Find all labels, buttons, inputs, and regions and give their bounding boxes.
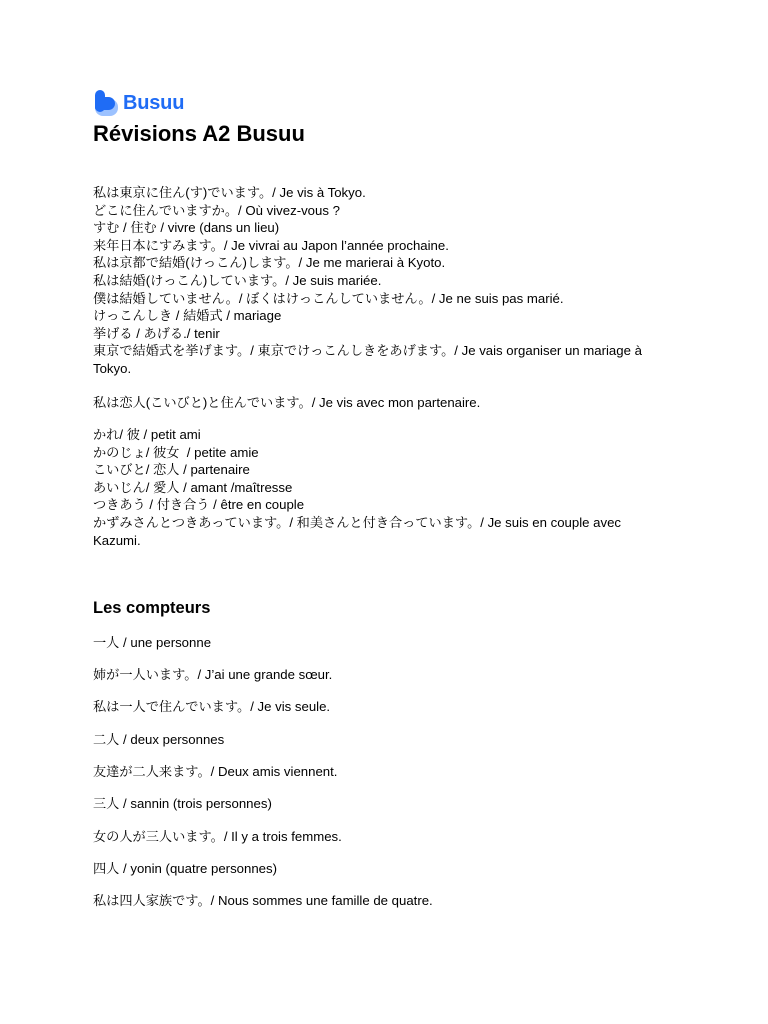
counter-line: 三人 / sannin (trois personnes) — [93, 796, 272, 811]
paragraph-3 — [93, 426, 683, 549]
busuu-logo — [94, 88, 184, 118]
text-line: 私は恋人(こいびと)と住んでいます。/ Je vis avec mon partenaire. — [93, 395, 481, 410]
counter-line: 一人 / une personne — [93, 635, 212, 650]
text-line: 来年日本にすみます。/ Je vivrai au Japon l’année prochaine. — [93, 237, 449, 253]
text-line: Tokyo. — [93, 360, 132, 376]
text-line: かのじょ/ 彼女 / petite amie — [93, 444, 259, 460]
counter-line: 私は四人家族です。/ Nous sommes une famille de quatre. — [93, 893, 433, 908]
counter-line: 女の人が三人います。/ Il y a trois femmes. — [93, 829, 342, 844]
page-title: Révisions A2 Busuu — [93, 121, 305, 146]
section-heading: Les compteurs — [93, 599, 211, 617]
text-line: 私は結婚(けっこん)しています。/ Je suis mariée. — [93, 272, 382, 288]
text-line: あいじん/ 愛人 / amant /maîtresse — [93, 479, 293, 495]
logo-text: Busuu — [123, 91, 185, 114]
text-line: 僕は結婚していません。/ ぼくはけっこんしていません。/ Je ne suis pas marié. — [93, 290, 564, 306]
text-line: すむ / 住む / vivre (dans un lieu) — [93, 220, 280, 236]
text-line: どこに住んでいますか。/ Où vivez-vous ? — [93, 202, 340, 218]
text-line: かずみさんとつきあっています。/ 和美さんと付き合っています。/ Je suis en couple avec — [93, 514, 622, 530]
text-line: けっこんしき / 結婚式 / mariage — [93, 308, 282, 324]
text-line: 挙げる / あげる./ tenir — [93, 325, 220, 341]
counter-line: 私は一人で住んでいます。/ Je vis seule. — [93, 699, 331, 714]
text-line: 私は京都で結婚(けっこん)します。/ Je me marierai à Kyoto. — [93, 255, 446, 271]
text-line: つきあう / 付き合う / être en couple — [93, 497, 305, 513]
text-line: Kazumi. — [93, 532, 141, 548]
counter-line: 二人 / deux personnes — [93, 732, 225, 747]
text-line: こいびと/ 恋人 / partenaire — [93, 462, 250, 478]
text-line: 私は東京に住ん(す)でいます。/ Je vis à Tokyo. — [93, 185, 366, 200]
paragraph-2 — [93, 394, 683, 412]
busuu-logo-icon — [94, 89, 120, 117]
counter-line: 友達が二人来ます。/ Deux amis viennent. — [93, 764, 338, 779]
counter-line: 四人 / yonin (quatre personnes) — [93, 861, 277, 876]
paragraph-1 — [93, 184, 683, 378]
text-line: かれ/ 彼 / petit ami — [93, 427, 201, 442]
text-line: 東京で結婚式を挙げます。/ 東京でけっこんしきをあげます。/ Je vais organiser un mariage à — [93, 343, 642, 359]
counter-line: 姉が一人います。/ J’ai une grande sœur. — [93, 667, 333, 682]
